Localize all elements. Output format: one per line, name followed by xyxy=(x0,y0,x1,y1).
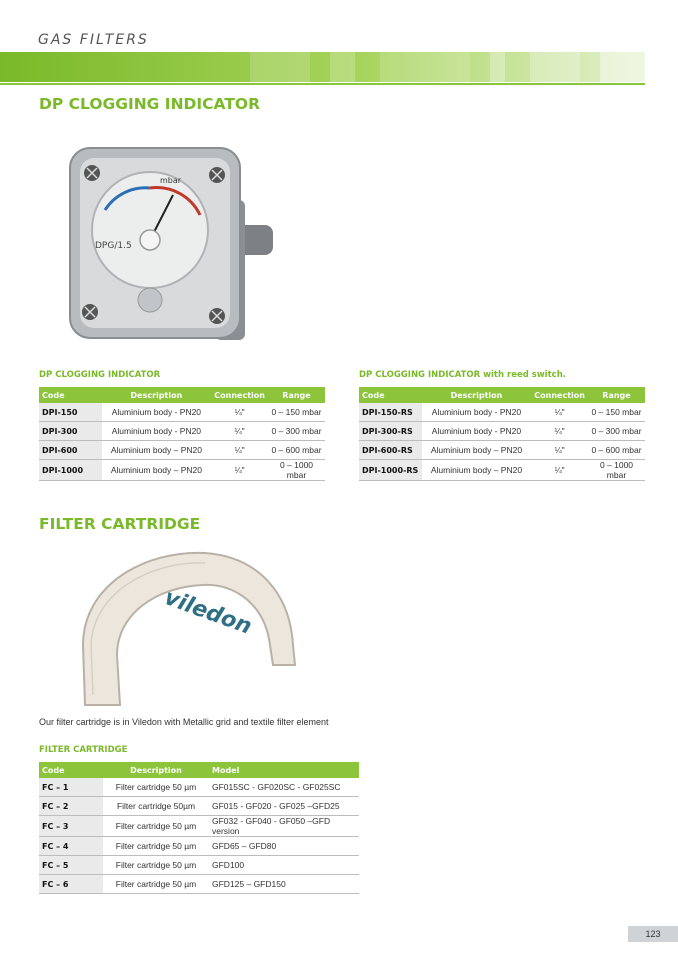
cell-description: Aluminium body – PN20 xyxy=(102,441,212,460)
filter-cartridge-photo xyxy=(75,545,300,710)
cell-code: FC – 6 xyxy=(39,875,103,894)
cell-code: FC – 5 xyxy=(39,856,103,875)
cell-description: Aluminium body - PN20 xyxy=(422,422,532,441)
cell-description: Filter cartridge 50 µm xyxy=(103,837,209,856)
cell-code: FC – 1 xyxy=(39,778,103,797)
cell-connection: ¼" xyxy=(531,460,588,481)
cell-description: Filter cartridge 50 µm xyxy=(103,875,209,894)
cell-code: DPI-600-RS xyxy=(359,441,422,460)
col-header-code: Code xyxy=(359,387,422,403)
col-header-range: Range xyxy=(268,387,325,403)
cell-model: GFD125 – GFD150 xyxy=(209,875,359,894)
fc-table xyxy=(39,762,359,894)
cell-description: Filter cartridge 50 µm xyxy=(103,816,209,837)
table-row xyxy=(39,875,359,894)
gauge-label: DPG/1.5 xyxy=(95,241,132,251)
cell-description: Aluminium body – PN20 xyxy=(102,460,212,481)
dpi-table-title: DP CLOGGING INDICATOR xyxy=(39,370,161,380)
col-header-description: Description xyxy=(103,762,209,778)
cell-range: 0 – 600 mbar xyxy=(588,441,645,460)
banner-divider xyxy=(0,83,645,85)
cell-connection: ¼" xyxy=(211,422,268,441)
col-header-description: Description xyxy=(422,387,532,403)
filter-cartridge-heading: FILTER CARTRIDGE xyxy=(39,515,201,533)
cell-connection: ¼" xyxy=(531,403,588,422)
cell-model: GF015SC - GF020SC - GF025SC xyxy=(209,778,359,797)
cell-code: DPI-1000 xyxy=(39,460,102,481)
cell-range: 0 – 1000 mbar xyxy=(268,460,325,481)
cell-code: FC – 2 xyxy=(39,797,103,816)
cell-range: 0 – 150 mbar xyxy=(268,403,325,422)
table-row xyxy=(359,422,645,441)
cell-code: DPI-300 xyxy=(39,422,102,441)
header-banner xyxy=(0,52,645,82)
cell-description: Aluminium body – PN20 xyxy=(422,460,532,481)
cell-model: GF032 - GF040 - GF050 –GFD version xyxy=(209,816,359,837)
cell-code: DPI-300-RS xyxy=(359,422,422,441)
cell-code: DPI-600 xyxy=(39,441,102,460)
table-row xyxy=(359,441,645,460)
cell-connection: ¼" xyxy=(211,441,268,460)
fc-table-title: FILTER CARTRIDGE xyxy=(39,745,128,755)
col-header-model: Model xyxy=(209,762,359,778)
cell-description: Filter cartridge 50 µm xyxy=(103,856,209,875)
cell-description: Aluminium body - PN20 xyxy=(102,422,212,441)
dpi-rs-table-title: DP CLOGGING INDICATOR with reed switch. xyxy=(359,370,566,380)
col-header-connection: Connection xyxy=(531,387,588,403)
table-row xyxy=(359,460,645,481)
cartridge-brand-print: viledon xyxy=(160,585,255,640)
cell-connection: ¼" xyxy=(211,460,268,481)
table-row xyxy=(39,797,359,816)
gauge-scale-label: mbar xyxy=(160,176,182,185)
clogging-indicator-photo xyxy=(65,140,275,340)
section-label: GAS FILTERS xyxy=(38,32,149,48)
cell-description: Aluminium body - PN20 xyxy=(422,403,532,422)
cell-connection: ¼" xyxy=(531,422,588,441)
cell-code: FC – 4 xyxy=(39,837,103,856)
cell-code: DPI-1000-RS xyxy=(359,460,422,481)
cell-description: Filter cartridge 50 µm xyxy=(103,778,209,797)
cell-model: GFD65 – GFD80 xyxy=(209,837,359,856)
cell-range: 0 – 150 mbar xyxy=(588,403,645,422)
cell-range: 0 – 600 mbar xyxy=(268,441,325,460)
table-row xyxy=(39,441,325,460)
table-row xyxy=(39,403,325,422)
table-row xyxy=(39,856,359,875)
cell-model: GF015 - GF020 - GF025 –GFD25 xyxy=(209,797,359,816)
dpi-heading: DP CLOGGING INDICATOR xyxy=(39,95,261,113)
cell-description: Aluminium body - PN20 xyxy=(102,403,212,422)
cell-code: FC – 3 xyxy=(39,816,103,837)
table-row xyxy=(39,816,359,837)
cell-model: GFD100 xyxy=(209,856,359,875)
cell-range: 0 – 300 mbar xyxy=(268,422,325,441)
table-row xyxy=(39,837,359,856)
cell-range: 0 – 1000 mbar xyxy=(588,460,645,481)
table-row xyxy=(359,403,645,422)
col-header-code: Code xyxy=(39,762,103,778)
cell-code: DPI-150-RS xyxy=(359,403,422,422)
table-row xyxy=(39,460,325,481)
col-header-code: Code xyxy=(39,387,102,403)
cell-description: Filter cartridge 50µm xyxy=(103,797,209,816)
col-header-connection: Connection xyxy=(211,387,268,403)
cell-connection: ¼" xyxy=(531,441,588,460)
cell-range: 0 – 300 mbar xyxy=(588,422,645,441)
cell-description: Aluminium body – PN20 xyxy=(422,441,532,460)
cell-code: DPI-150 xyxy=(39,403,102,422)
cell-connection: ¼" xyxy=(211,403,268,422)
page-number: 123 xyxy=(628,926,678,942)
dpi-rs-table xyxy=(359,387,645,481)
table-row xyxy=(39,422,325,441)
filter-cartridge-note: Our filter cartridge is in Viledon with Metallic grid and textile filter element xyxy=(39,717,329,727)
table-row xyxy=(39,778,359,797)
col-header-range: Range xyxy=(588,387,645,403)
dpi-table xyxy=(39,387,325,481)
col-header-description: Description xyxy=(102,387,212,403)
